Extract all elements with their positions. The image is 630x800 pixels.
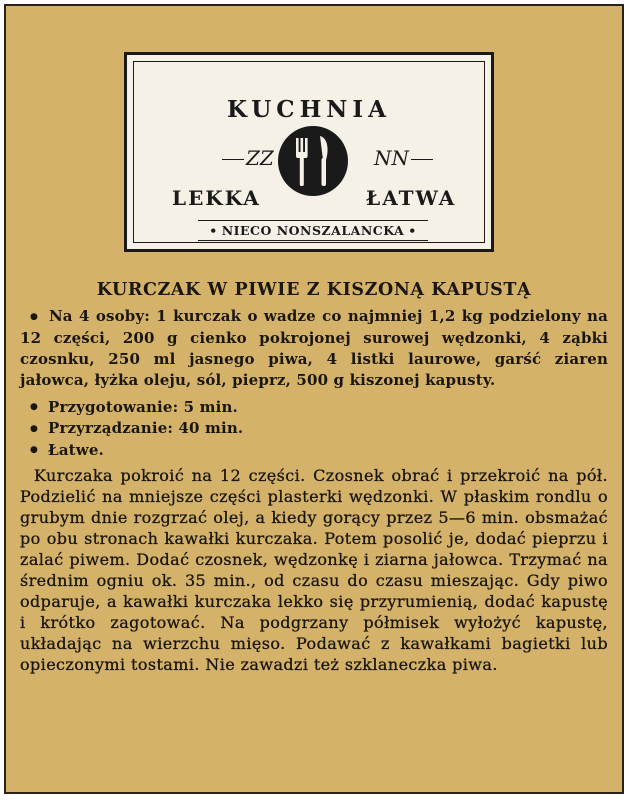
logo-word-left: LEKKA <box>172 186 261 210</box>
recipe-title: KURCZAK W PIWIE Z KISZONĄ KAPUSTĄ <box>96 280 532 300</box>
logo-title: KUCHNIA <box>227 96 391 123</box>
logo-frame <box>133 61 485 243</box>
ingredients-paragraph: ● Na 4 osoby: 1 kurczak o wadze co najmniej 1,2 kg podzielony na 12 części, 200 g cienko pokrojonej surowej wędzonki, 4 ząbki czosnku, 250 ml jasnego piwa, 4 listki laurowe, garść ziaren jałowca, łyżka oleju, sól, pieprz, 500 g kiszonej kapusty. <box>20 306 608 391</box>
logo-signature-left: ZZ <box>220 146 274 170</box>
column-logo <box>124 52 494 252</box>
logo-subtitle: • NIECO NONSZALANCKA • <box>198 220 428 241</box>
logo-word-right: ŁATWA <box>366 186 457 210</box>
recipe-article <box>20 280 608 675</box>
logo-signature-right: NN <box>374 146 435 170</box>
prep-time: ● Przygotowanie: 5 min. <box>20 397 608 419</box>
difficulty: ● Łatwe. <box>20 440 608 462</box>
cook-time: ● Przyrządzanie: 40 min. <box>20 418 608 440</box>
magazine-page <box>4 4 624 794</box>
method-paragraph: Kurczaka pokroić na 12 części. Czosnek obrać i przekroić na pół. Podzielić na mniejsze części plasterki wędzonki. W płaskim rondlu o grubym dnie rozgrzać olej, a kiedy gorący przez 5—6 min. obsmażać po obu stronach kawałki kurczaka. Potem posolić je, dodać pieprzu i zalać piwem. Dodać czosnek, wędzonkę i ziarna jałowca. Trzymać na średnim ogniu ok. 35 min., od czasu do czasu mieszając. Gdy piwo odparuje, a kawałki kurczaka lekko się przyrumienią, dodać kapustę i krótko zagotować. Na podgrzany półmisek wyłożyć kapustę, układając na wierzchu mięso. Podawać z kawałkami bagietki lub opieczonymi tostami. Nie zawadzi też szklaneczka piwa. <box>20 466 608 674</box>
fork-and-knife-icon <box>276 124 350 198</box>
recipe-info-list <box>20 397 608 462</box>
